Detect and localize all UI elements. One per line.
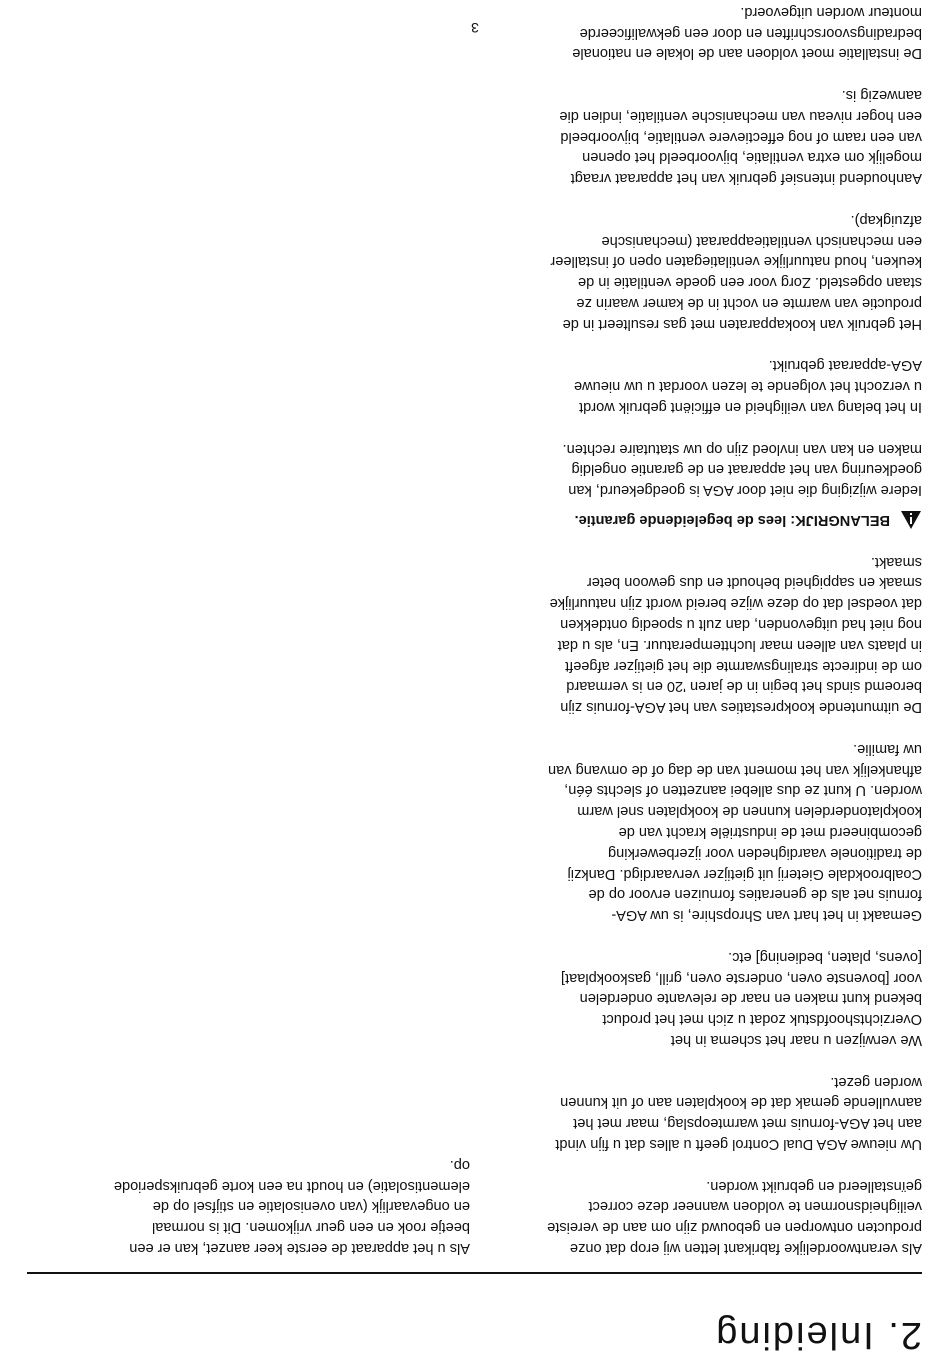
paragraph: Als verantwoordelijke fabrikant letten wij erop dat onze producten ontworpen en gebouwd zijn om aan de vereiste veiligheidsnormen te voldoen wanneer deze correct geïnstalleerd en gebruikt worden. — [547, 1177, 922, 1256]
title-divider — [27, 1272, 922, 1274]
section-title: 2. Inleiding — [714, 1314, 922, 1356]
paragraph: De uitmuntende kookprestaties van het AGA-fornuis zijn beroemd sinds het begin in de jaren '20 en is vermaard om de indirecte stralingswarmte die het gietijzer afgeeft in plaats van alleen maar luchttemperatuur. En, als u dat nog niet had uitgevonden, dan zult u spoedig ontdekken dat voedsel dat op deze wijze bereid wordt zijn natuurlijke smaak en sappigheid behoudt en dus gewoon beter smaakt. — [549, 553, 922, 716]
warning-triangle-icon — [900, 510, 922, 530]
right-column — [28, 1133, 470, 1258]
left-column — [480, 0, 922, 1258]
paragraph: Als u het apparaat de eerste keer aanzet, kan er een beetje rook en een geur vrijkomen. Dit is normaal en ongevaarlijk (van ovenisolatie en stijfsel op de elementisolatie) en houdt na een korte gebruiksperiode op. — [113, 1156, 470, 1256]
paragraph: Het gebruik van kookapparaten met gas resulteert in de productie van warmte en vocht in de kamer waarin ze staan opgesteld. Zorg voor een goede ventilatie in de keuken, houd natuurlijke ventilatiegaten open of installeer een mechanisch ventilatieapparaat (mechanische afzuigkap). — [550, 211, 922, 332]
paragraph: De installatie moet voldoen aan de lokale en nationale bedradingsvoorschriften en door een gekwalificeerde monteur worden uitgevoerd. — [572, 3, 922, 62]
paragraph: Gemaakt in het hart van Shropshire, is uw AGA- fornuis net als de generaties fornuizen ervoor op de Coalbrookdale Gieterij uit gietijzer vervaardigd. Dankzij de traditionele vaardigheden voor ijzerbewerking gecombineerd met de industriële kracht van de kookplatonderdelen kunnen de kookplaten snel warm worden. U kunt ze dus allebei aanzetten of slechts één, afhankelijk van het moment van de dag of de omvang van uw familie. — [547, 740, 922, 924]
paragraph: We verwijzen u naar het schema in het Overzichtshoofdstuk zodat u zich met het product bekend kunt maken en naar de relevante onderdelen voor [bovenste oven, onderste oven, grill, gaskookplaat] [ovens, platen, bediening] etc. — [560, 948, 922, 1049]
paragraph: In het belang van veiligheid en efficiënt gebruik wordt u verzocht het volgende te lezen voordat u uw nieuwe AGA-apparaat gebruikt. — [573, 357, 922, 415]
page-number: 3 — [471, 20, 479, 36]
paragraph: Uw nieuwe AGA Dual Control geeft u alles dat u fijn vindt aan het AGA-fornuis met warmteopslag, maar met het aanvullende gemak dat de kookplaten aan of uit kunnen worden gezet. — [555, 1073, 922, 1153]
paragraph: Iedere wijziging die niet door AGA is goedgekeurd, kan goedkeuring van het apparaat en de garantie ongeldig maken en kan van invloed zijn op uw statutaire rechten. — [562, 440, 922, 499]
paragraph: Aanhoudend intensief gebruik van het apparaat vraagt mogelijk om extra ventilatie, bijvoorbeeld het openen van een raam of nog effectievere ventilatie, bijvoorbeeld een hoger niveau van mechanische ventilatie, indien die aanwezig is. — [559, 86, 922, 187]
notice-text: BELANGRIJK: lees de begeleidende garantie. — [574, 512, 890, 529]
important-notice — [480, 510, 922, 530]
